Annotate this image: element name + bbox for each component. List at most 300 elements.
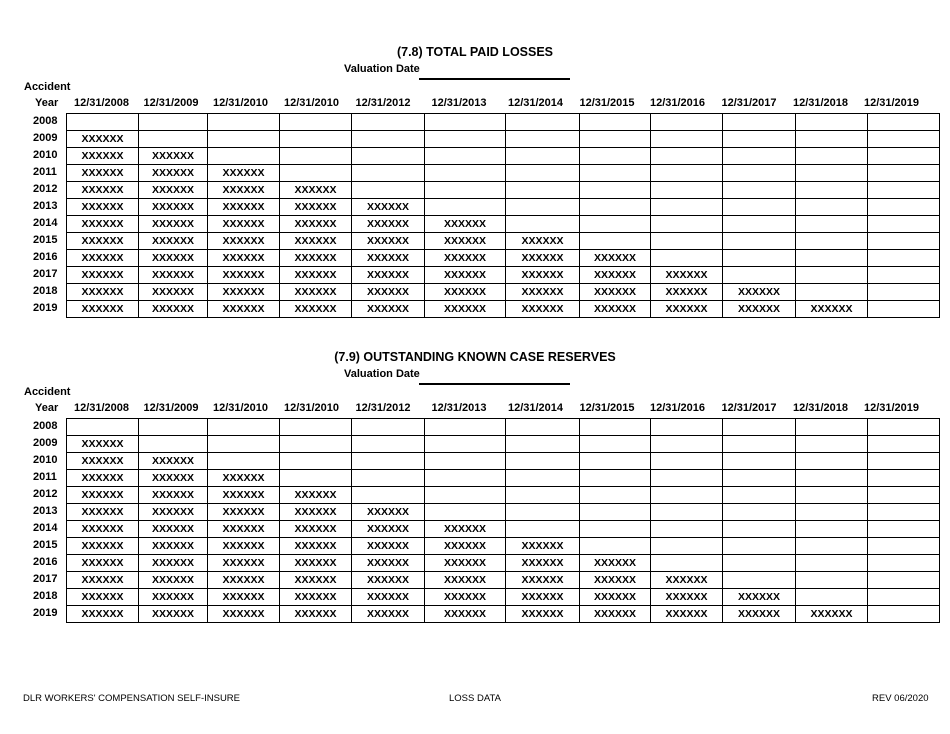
- empty-cell[interactable]: [723, 538, 796, 555]
- column-header: 12/31/2018: [792, 97, 849, 109]
- table-row: [67, 606, 940, 623]
- empty-cell[interactable]: [651, 131, 723, 148]
- empty-cell[interactable]: [352, 148, 425, 165]
- data-cell: XXXXXX: [506, 589, 580, 606]
- empty-cell[interactable]: [723, 199, 796, 216]
- empty-cell[interactable]: [723, 182, 796, 199]
- empty-cell[interactable]: [352, 487, 425, 504]
- empty-cell[interactable]: [723, 521, 796, 538]
- empty-cell[interactable]: [580, 436, 651, 453]
- empty-cell[interactable]: [651, 555, 723, 572]
- accident-year-label: 2018: [33, 285, 58, 297]
- empty-cell[interactable]: [352, 436, 425, 453]
- data-cell: XXXXXX: [208, 487, 280, 504]
- data-cell: XXXXXX: [67, 267, 139, 284]
- empty-cell[interactable]: [796, 555, 868, 572]
- empty-cell[interactable]: [796, 504, 868, 521]
- empty-cell[interactable]: [651, 538, 723, 555]
- empty-cell[interactable]: [425, 199, 506, 216]
- empty-cell[interactable]: [208, 453, 280, 470]
- empty-cell[interactable]: [651, 114, 723, 131]
- empty-cell[interactable]: [280, 131, 352, 148]
- empty-cell[interactable]: [208, 131, 280, 148]
- data-cell: XXXXXX: [208, 216, 280, 233]
- empty-cell[interactable]: [723, 436, 796, 453]
- accident-year-label: 2011: [33, 471, 57, 483]
- data-cell: XXXXXX: [280, 504, 352, 521]
- data-cell: XXXXXX: [796, 606, 868, 623]
- data-cell: XXXXXX: [506, 284, 580, 301]
- empty-cell[interactable]: [651, 165, 723, 182]
- empty-cell[interactable]: [506, 470, 580, 487]
- data-cell: XXXXXX: [67, 589, 139, 606]
- accident-year-label: 2009: [33, 132, 58, 144]
- data-cell: XXXXXX: [67, 453, 139, 470]
- empty-cell[interactable]: [723, 267, 796, 284]
- data-cell: XXXXXX: [506, 233, 580, 250]
- data-cell: XXXXXX: [280, 182, 352, 199]
- empty-cell[interactable]: [352, 182, 425, 199]
- empty-cell[interactable]: [425, 182, 506, 199]
- data-cell: XXXXXX: [580, 250, 651, 267]
- data-cell: XXXXXX: [280, 487, 352, 504]
- empty-cell[interactable]: [723, 114, 796, 131]
- data-cell: XXXXXX: [506, 555, 580, 572]
- data-cell: XXXXXX: [352, 504, 425, 521]
- footer-left: DLR WORKERS' COMPENSATION SELF-INSURE: [23, 693, 240, 704]
- accident-year-label: 2015: [33, 234, 58, 246]
- empty-cell[interactable]: [796, 267, 868, 284]
- section-title: (7.8) TOTAL PAID LOSSES: [396, 45, 554, 59]
- column-header: 12/31/2009: [143, 97, 199, 109]
- data-cell: XXXXXX: [208, 555, 280, 572]
- data-cell: XXXXXX: [580, 301, 651, 318]
- valuation-date-line[interactable]: [419, 383, 570, 385]
- empty-cell[interactable]: [506, 453, 580, 470]
- empty-cell[interactable]: [280, 453, 352, 470]
- accident-year-label: 2013: [33, 505, 58, 517]
- data-cell: XXXXXX: [352, 199, 425, 216]
- empty-cell[interactable]: [651, 436, 723, 453]
- empty-cell[interactable]: [868, 199, 940, 216]
- empty-cell[interactable]: [868, 504, 940, 521]
- empty-cell[interactable]: [723, 250, 796, 267]
- data-cell: XXXXXX: [506, 301, 580, 318]
- empty-cell[interactable]: [651, 521, 723, 538]
- data-cell: XXXXXX: [67, 233, 139, 250]
- accident-year-label: 2019: [33, 607, 58, 619]
- data-cell: XXXXXX: [352, 538, 425, 555]
- data-cell: XXXXXX: [651, 589, 723, 606]
- empty-cell[interactable]: [425, 131, 506, 148]
- table-row: [67, 301, 940, 318]
- empty-cell[interactable]: [280, 114, 352, 131]
- empty-cell[interactable]: [868, 165, 940, 182]
- empty-cell[interactable]: [506, 131, 580, 148]
- data-cell: XXXXXX: [425, 233, 506, 250]
- table-row: [67, 555, 940, 572]
- accident-year-label: 2014: [33, 522, 58, 534]
- empty-cell[interactable]: [723, 487, 796, 504]
- column-header: 12/31/2015: [579, 97, 635, 109]
- empty-cell[interactable]: [796, 284, 868, 301]
- data-cell: XXXXXX: [208, 606, 280, 623]
- empty-cell[interactable]: [796, 131, 868, 148]
- accident-year-label: 2013: [33, 200, 58, 212]
- empty-cell[interactable]: [723, 131, 796, 148]
- empty-cell[interactable]: [868, 233, 940, 250]
- data-cell: XXXXXX: [651, 284, 723, 301]
- data-cell: XXXXXX: [139, 301, 208, 318]
- data-cell: XXXXXX: [139, 470, 208, 487]
- column-header: 12/31/2010: [283, 402, 340, 414]
- empty-cell[interactable]: [425, 148, 506, 165]
- empty-cell[interactable]: [651, 470, 723, 487]
- data-cell: XXXXXX: [139, 504, 208, 521]
- table-row: [67, 453, 940, 470]
- data-cell: XXXXXX: [352, 521, 425, 538]
- empty-cell[interactable]: [208, 148, 280, 165]
- data-cell: XXXXXX: [139, 182, 208, 199]
- empty-cell[interactable]: [280, 436, 352, 453]
- empty-cell[interactable]: [506, 521, 580, 538]
- empty-cell[interactable]: [580, 131, 651, 148]
- empty-cell[interactable]: [506, 487, 580, 504]
- data-cell: XXXXXX: [796, 301, 868, 318]
- empty-cell[interactable]: [868, 589, 940, 606]
- data-cell: XXXXXX: [208, 470, 280, 487]
- empty-cell[interactable]: [506, 504, 580, 521]
- data-cell: XXXXXX: [280, 606, 352, 623]
- empty-cell[interactable]: [796, 436, 868, 453]
- table-row: [67, 284, 940, 301]
- empty-cell[interactable]: [506, 148, 580, 165]
- accident-label: Accident: [24, 81, 71, 93]
- empty-cell[interactable]: [352, 165, 425, 182]
- accident-year-label: 2016: [33, 556, 58, 568]
- column-header: 12/31/2013: [431, 402, 487, 414]
- column-header: 12/31/2018: [792, 402, 849, 414]
- data-cell: XXXXXX: [67, 148, 139, 165]
- table-row: [67, 470, 940, 487]
- data-cell: XXXXXX: [425, 538, 506, 555]
- empty-cell[interactable]: [580, 199, 651, 216]
- empty-cell[interactable]: [651, 216, 723, 233]
- empty-cell[interactable]: [506, 165, 580, 182]
- data-cell: XXXXXX: [208, 538, 280, 555]
- empty-cell[interactable]: [796, 487, 868, 504]
- empty-cell[interactable]: [796, 572, 868, 589]
- empty-cell[interactable]: [651, 453, 723, 470]
- empty-cell[interactable]: [280, 470, 352, 487]
- accident-year-label: 2010: [33, 149, 58, 161]
- empty-cell[interactable]: [868, 572, 940, 589]
- empty-cell[interactable]: [352, 453, 425, 470]
- accident-year-label: 2014: [33, 217, 58, 229]
- empty-cell[interactable]: [280, 165, 352, 182]
- footer-center: LOSS DATA: [449, 693, 501, 704]
- empty-cell[interactable]: [868, 114, 940, 131]
- empty-cell[interactable]: [208, 436, 280, 453]
- data-cell: XXXXXX: [139, 250, 208, 267]
- empty-cell[interactable]: [580, 233, 651, 250]
- empty-cell[interactable]: [796, 233, 868, 250]
- empty-cell[interactable]: [796, 521, 868, 538]
- table-row: [67, 436, 940, 453]
- empty-cell[interactable]: [425, 436, 506, 453]
- column-header: 12/31/2015: [579, 402, 635, 414]
- data-cell: XXXXXX: [723, 606, 796, 623]
- data-cell: XXXXXX: [280, 233, 352, 250]
- table-row: [67, 487, 940, 504]
- empty-cell[interactable]: [796, 216, 868, 233]
- data-cell: XXXXXX: [67, 250, 139, 267]
- empty-cell[interactable]: [796, 453, 868, 470]
- empty-cell[interactable]: [796, 419, 868, 436]
- empty-cell[interactable]: [67, 419, 139, 436]
- empty-cell[interactable]: [352, 131, 425, 148]
- data-cell: XXXXXX: [139, 538, 208, 555]
- empty-cell[interactable]: [796, 182, 868, 199]
- empty-cell[interactable]: [796, 199, 868, 216]
- data-cell: XXXXXX: [139, 233, 208, 250]
- data-cell: XXXXXX: [280, 216, 352, 233]
- data-cell: XXXXXX: [67, 538, 139, 555]
- column-header: 12/31/2010: [212, 97, 269, 109]
- empty-cell[interactable]: [425, 504, 506, 521]
- empty-cell[interactable]: [868, 555, 940, 572]
- empty-cell[interactable]: [580, 148, 651, 165]
- empty-cell[interactable]: [651, 233, 723, 250]
- data-cell: XXXXXX: [280, 199, 352, 216]
- empty-cell[interactable]: [868, 182, 940, 199]
- data-cell: XXXXXX: [139, 555, 208, 572]
- empty-cell[interactable]: [506, 199, 580, 216]
- empty-cell[interactable]: [796, 589, 868, 606]
- column-header: 12/31/2017: [721, 97, 777, 109]
- column-header: 12/31/2014: [507, 97, 564, 109]
- empty-cell[interactable]: [796, 470, 868, 487]
- data-cell: XXXXXX: [67, 216, 139, 233]
- empty-cell[interactable]: [868, 148, 940, 165]
- empty-cell[interactable]: [868, 301, 940, 318]
- data-cell: XXXXXX: [139, 453, 208, 470]
- column-header: 12/31/2009: [143, 402, 199, 414]
- empty-cell[interactable]: [506, 114, 580, 131]
- empty-cell[interactable]: [139, 419, 208, 436]
- empty-cell[interactable]: [580, 504, 651, 521]
- column-header: 12/31/2012: [355, 402, 411, 414]
- data-cell: XXXXXX: [280, 555, 352, 572]
- empty-cell[interactable]: [651, 250, 723, 267]
- data-cell: XXXXXX: [425, 284, 506, 301]
- empty-cell[interactable]: [580, 182, 651, 199]
- accident-year-label: 2016: [33, 251, 58, 263]
- empty-cell[interactable]: [723, 148, 796, 165]
- empty-cell[interactable]: [580, 521, 651, 538]
- empty-cell[interactable]: [651, 504, 723, 521]
- data-cell: XXXXXX: [67, 131, 139, 148]
- column-header-row: [0, 402, 950, 418]
- empty-cell[interactable]: [651, 148, 723, 165]
- data-cell: XXXXXX: [352, 284, 425, 301]
- accident-year-label: 2008: [33, 115, 58, 127]
- data-cell: XXXXXX: [139, 267, 208, 284]
- empty-cell[interactable]: [352, 114, 425, 131]
- empty-cell[interactable]: [425, 470, 506, 487]
- empty-cell[interactable]: [796, 114, 868, 131]
- table-row: [67, 182, 940, 199]
- year-column: [0, 113, 66, 317]
- table-row: [67, 114, 940, 131]
- data-cell: XXXXXX: [67, 504, 139, 521]
- data-cell: XXXXXX: [67, 436, 139, 453]
- empty-cell[interactable]: [580, 216, 651, 233]
- section-title: (7.9) OUTSTANDING KNOWN CASE RESERVES: [334, 350, 616, 364]
- data-cell: XXXXXX: [208, 233, 280, 250]
- accident-year-label: 2017: [33, 573, 58, 585]
- data-cell: XXXXXX: [67, 182, 139, 199]
- data-cell: XXXXXX: [139, 148, 208, 165]
- empty-cell[interactable]: [280, 148, 352, 165]
- empty-cell[interactable]: [723, 555, 796, 572]
- empty-cell[interactable]: [506, 182, 580, 199]
- data-cell: XXXXXX: [67, 165, 139, 182]
- footer-right: REV 06/2020: [872, 693, 929, 704]
- data-cell: XXXXXX: [506, 250, 580, 267]
- empty-cell[interactable]: [139, 114, 208, 131]
- empty-cell[interactable]: [580, 538, 651, 555]
- table-row: [67, 165, 940, 182]
- data-cell: XXXXXX: [208, 267, 280, 284]
- column-header: 12/31/2016: [649, 402, 706, 414]
- table-row: [67, 521, 940, 538]
- empty-cell[interactable]: [723, 504, 796, 521]
- empty-cell[interactable]: [506, 419, 580, 436]
- data-cell: XXXXXX: [139, 216, 208, 233]
- data-cell: XXXXXX: [208, 521, 280, 538]
- table-row: [67, 419, 940, 436]
- data-cell: XXXXXX: [723, 284, 796, 301]
- empty-cell[interactable]: [580, 453, 651, 470]
- empty-cell[interactable]: [868, 436, 940, 453]
- table-row: [67, 504, 940, 521]
- empty-cell[interactable]: [868, 216, 940, 233]
- data-cell: XXXXXX: [352, 233, 425, 250]
- empty-cell[interactable]: [868, 606, 940, 623]
- empty-cell[interactable]: [425, 165, 506, 182]
- data-cell: XXXXXX: [280, 284, 352, 301]
- empty-cell[interactable]: [208, 114, 280, 131]
- valuation-date-line[interactable]: [419, 78, 570, 80]
- data-cell: XXXXXX: [139, 589, 208, 606]
- empty-cell[interactable]: [425, 487, 506, 504]
- accident-year-label: 2010: [33, 454, 58, 466]
- empty-cell[interactable]: [139, 436, 208, 453]
- empty-cell[interactable]: [796, 165, 868, 182]
- data-cell: XXXXXX: [280, 538, 352, 555]
- data-cell: XXXXXX: [139, 199, 208, 216]
- empty-cell[interactable]: [352, 470, 425, 487]
- data-cell: XXXXXX: [425, 572, 506, 589]
- empty-cell[interactable]: [723, 453, 796, 470]
- data-cell: XXXXXX: [208, 182, 280, 199]
- empty-cell[interactable]: [868, 521, 940, 538]
- empty-cell[interactable]: [868, 131, 940, 148]
- data-cell: XXXXXX: [208, 504, 280, 521]
- empty-cell[interactable]: [723, 470, 796, 487]
- empty-cell[interactable]: [651, 419, 723, 436]
- table-row: [67, 131, 940, 148]
- empty-cell[interactable]: [796, 538, 868, 555]
- empty-cell[interactable]: [580, 487, 651, 504]
- empty-cell[interactable]: [868, 284, 940, 301]
- empty-cell[interactable]: [651, 182, 723, 199]
- data-cell: XXXXXX: [67, 301, 139, 318]
- accident-year-label: 2015: [33, 539, 58, 551]
- empty-cell[interactable]: [580, 470, 651, 487]
- empty-cell[interactable]: [796, 250, 868, 267]
- empty-cell[interactable]: [651, 199, 723, 216]
- empty-cell[interactable]: [425, 419, 506, 436]
- data-cell: XXXXXX: [280, 521, 352, 538]
- empty-cell[interactable]: [723, 419, 796, 436]
- empty-cell[interactable]: [868, 538, 940, 555]
- empty-cell[interactable]: [723, 216, 796, 233]
- empty-cell[interactable]: [651, 487, 723, 504]
- column-header: 12/31/2016: [649, 97, 706, 109]
- data-cell: XXXXXX: [67, 572, 139, 589]
- empty-cell[interactable]: [208, 419, 280, 436]
- empty-cell[interactable]: [723, 572, 796, 589]
- data-cell: XXXXXX: [506, 572, 580, 589]
- empty-cell[interactable]: [868, 267, 940, 284]
- empty-cell[interactable]: [796, 148, 868, 165]
- empty-cell[interactable]: [425, 114, 506, 131]
- data-cell: XXXXXX: [280, 589, 352, 606]
- empty-cell[interactable]: [352, 419, 425, 436]
- empty-cell[interactable]: [868, 250, 940, 267]
- table-row: [67, 572, 940, 589]
- empty-cell[interactable]: [280, 419, 352, 436]
- empty-cell[interactable]: [580, 114, 651, 131]
- empty-cell[interactable]: [868, 487, 940, 504]
- table-row: [67, 589, 940, 606]
- data-cell: XXXXXX: [506, 606, 580, 623]
- empty-cell[interactable]: [425, 453, 506, 470]
- empty-cell[interactable]: [67, 114, 139, 131]
- empty-cell[interactable]: [868, 419, 940, 436]
- loss-grid: [66, 113, 940, 318]
- empty-cell[interactable]: [723, 165, 796, 182]
- accident-year-label: 2008: [33, 420, 58, 432]
- empty-cell[interactable]: [723, 233, 796, 250]
- empty-cell[interactable]: [506, 216, 580, 233]
- data-cell: XXXXXX: [425, 301, 506, 318]
- empty-cell[interactable]: [580, 165, 651, 182]
- empty-cell[interactable]: [139, 131, 208, 148]
- empty-cell[interactable]: [580, 419, 651, 436]
- data-cell: XXXXXX: [352, 301, 425, 318]
- data-cell: XXXXXX: [580, 267, 651, 284]
- data-cell: XXXXXX: [425, 555, 506, 572]
- empty-cell[interactable]: [868, 453, 940, 470]
- accident-year-label: 2012: [33, 488, 58, 500]
- empty-cell[interactable]: [506, 436, 580, 453]
- column-header: 12/31/2019: [863, 97, 920, 109]
- valuation-date-label: Valuation Date: [344, 63, 420, 75]
- empty-cell[interactable]: [868, 470, 940, 487]
